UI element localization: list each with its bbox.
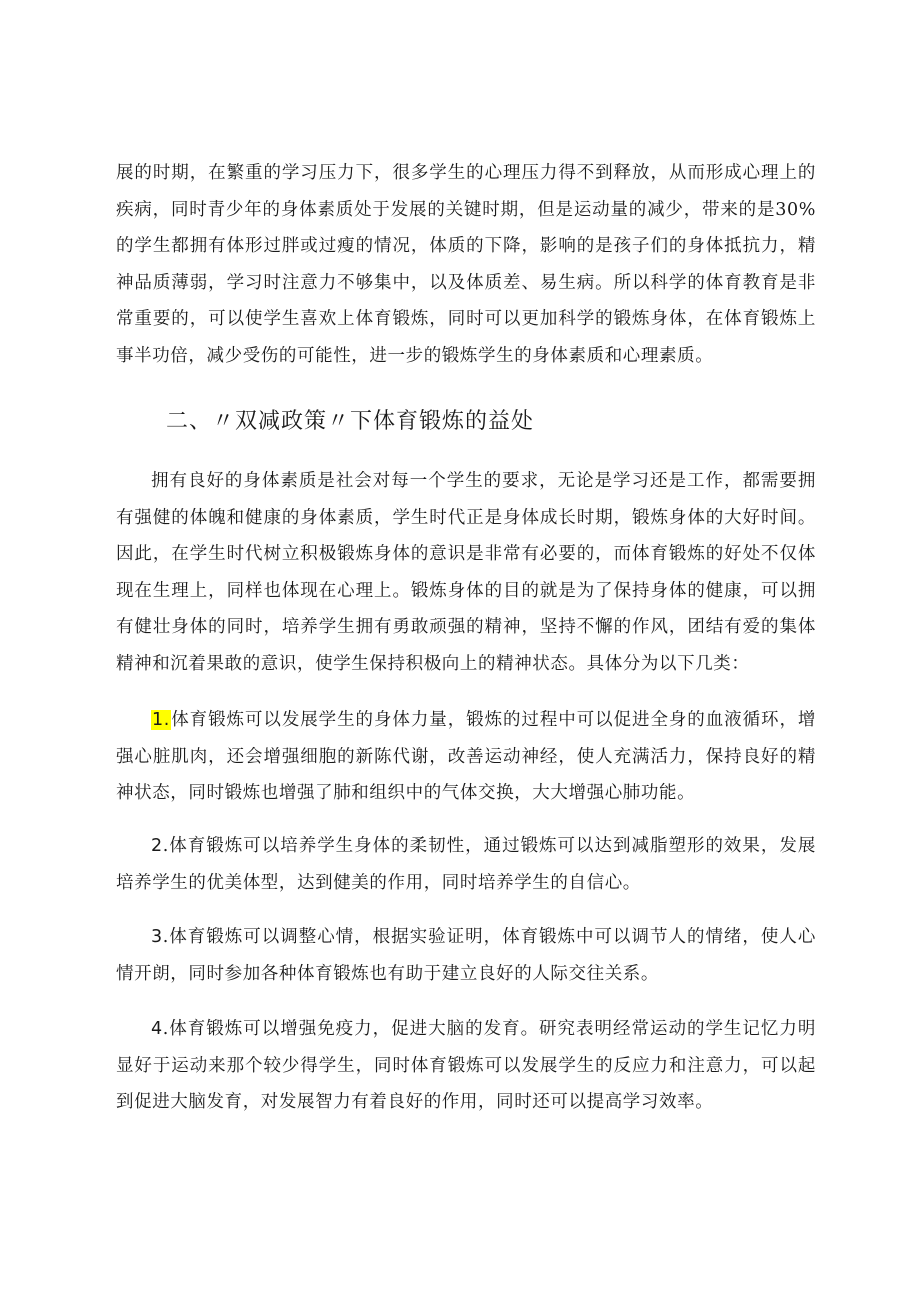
paragraph-text: 展的时期，在繁重的学习压力下，很多学生的心理压力得不到释放，从而形成心理上的疾病，同时青少年的身体素质处于发展的关键时期，但是运动量的减少，带来的是30%的学生都拥有体形过胖或过瘦的情况，体质的下降，影响的是孩子们的身体抵抗力，精神品质薄弱，学习时注意力不够集中，以及体质差、易生病。所以科学的体育教育是非常重要的，可以使学生喜欢上体育锻炼，同时可以更加科学的锻炼身体，在体育锻炼上事半功倍，减少受伤的可能性，进一步的锻炼学生的身体素质和心理素质。 bbox=[116, 163, 816, 366]
list-item-2 bbox=[116, 828, 816, 901]
list-number: 4 bbox=[151, 1019, 163, 1039]
list-number: 2 bbox=[151, 836, 163, 856]
list-item-text: .体育锻炼可以调整心情，根据实验证明，体育锻炼中可以调节人的情绪，使人心情开朗，同时参加各种体育锻炼也有助于建立良好的人际交往关系。 bbox=[116, 927, 816, 984]
paragraph-benefits-intro bbox=[116, 463, 816, 683]
list-item-4 bbox=[116, 1011, 816, 1121]
list-item-text: 体育锻炼可以发展学生的身体力量，锻炼的过程中可以促进全身的血液循环，增强心脏肌肉，还会增强细胞的新陈代谢，改善运动神经，使人充满活力，保持良好的精神状态，同时锻炼也增强了肺和组织中的气体交换，大大增强心肺功能。 bbox=[116, 710, 816, 804]
highlighted-number: 1. bbox=[152, 710, 170, 730]
section-heading: 二、〃双减政策〃下体育锻炼的益处 bbox=[166, 409, 535, 434]
list-item-text: .体育锻炼可以培养学生身体的柔韧性，通过锻炼可以达到减脂塑形的效果，发展培养学生的优美体型，达到健美的作用，同时培养学生的自信心。 bbox=[116, 836, 816, 893]
list-item-text: .体育锻炼可以增强免疫力，促进大脑的发育。研究表明经常运动的学生记忆力明显好于运动来那个较少得学生，同时体育锻炼可以发展学生的反应力和注意力，可以起到促进大脑发育，对发展智力有着良好的作用，同时还可以提高学习效率。 bbox=[116, 1019, 816, 1113]
paragraph-text: 拥有良好的身体素质是社会对每一个学生的要求，无论是学习还是工作，都需要拥有强健的体魄和健康的身体素质，学生时代正是身体成长时期，锻炼身体的大好时间。因此，在学生时代树立积极锻炼身体的意识是非常有必要的，而体育锻炼的好处不仅体现在生理上，同样也体现在心理上。锻炼身体的目的就是为了保持身体的健康，可以拥有健壮身体的同时，培养学生拥有勇敢顽强的精神，坚持不懈的作风，团结有爱的集体精神和沉着果敢的意识，使学生保持积极向上的精神状态。具体分为以下几类： bbox=[116, 471, 816, 674]
paragraph-intro-continued bbox=[116, 155, 816, 375]
list-item-3 bbox=[116, 919, 816, 992]
list-number: 3 bbox=[151, 927, 163, 947]
list-item-1 bbox=[116, 702, 816, 812]
